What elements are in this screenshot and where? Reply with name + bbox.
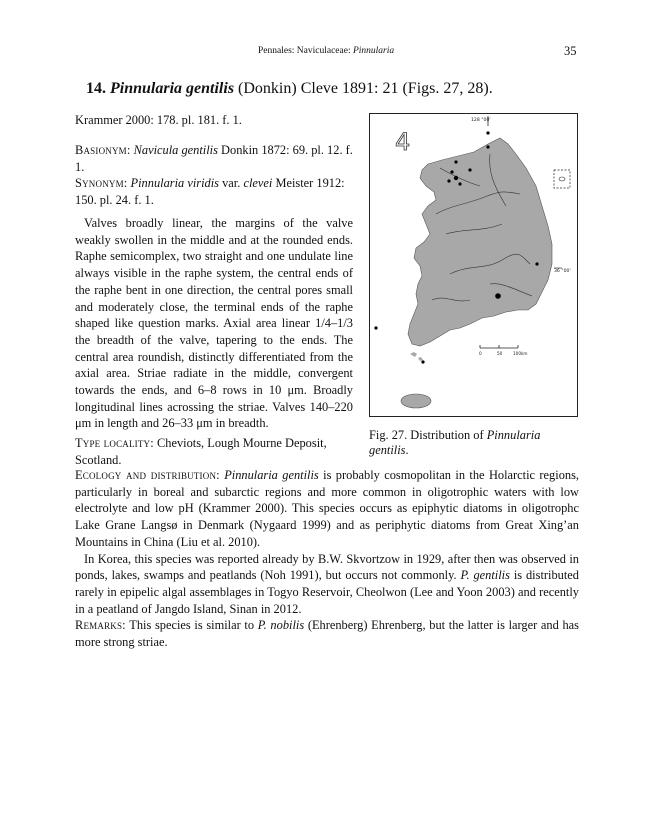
ecology-paragraph <box>75 467 579 551</box>
synonym-label: Synonym: <box>75 176 128 191</box>
type-locality <box>75 435 353 468</box>
korea-map-svg <box>370 114 576 415</box>
type-locality-text: Cheviots, Lough Mourne Deposit, Scotland. <box>75 436 327 467</box>
caption-suffix: . <box>405 443 409 457</box>
korea-mainland <box>408 138 552 346</box>
scale-bar <box>479 345 528 356</box>
synonym-name: Pinnularia viridis <box>130 176 220 191</box>
basionym-label: Basionym: <box>75 143 131 157</box>
ecology-section <box>75 467 579 651</box>
nomenclature-block <box>75 142 353 209</box>
synonym-citation: Meister 1912: 150. pl. 24. f. 1. <box>75 176 345 208</box>
korea-text-1: In Korea, this species was reported already by B.W. Skvortzow in 1929, after then was observed in ponds, lakes, swamps and peatlands (Noh 1991), but occurs not commonly. <box>75 551 579 583</box>
reference-line: Krammer 2000: 178. pl. 181. f. 1. <box>75 113 242 127</box>
distribution-map <box>369 113 578 417</box>
synonym-entry <box>75 175 353 208</box>
ulleung-inset-box <box>554 170 570 188</box>
west-islands <box>410 352 423 361</box>
remarks-post: (Ehrenberg) Ehrenberg, but the latter is larger and has more strong striae. <box>75 618 579 650</box>
figure-caption <box>369 428 581 458</box>
scale-label-100km: 100km <box>513 351 528 356</box>
basionym-name: Navicula gentilis <box>133 143 218 157</box>
running-head-text <box>258 46 394 56</box>
type-locality-label: Type locality: <box>75 436 154 450</box>
remarks-species: P. nobilis <box>257 618 305 633</box>
caption-prefix: Fig. 27. Distribution of <box>369 428 487 442</box>
handwritten-mark: 4 <box>395 128 411 156</box>
jeju-island <box>401 394 431 408</box>
species-name: Pinnularia gentilis <box>110 80 235 97</box>
page-number: 35 <box>564 44 577 58</box>
korea-species: P. gentilis <box>460 568 510 583</box>
ulleung-island <box>559 177 565 181</box>
ecology-text: is probably cosmopolitan in the Holarctic regions, particularly in boreal and subarctic regions and more common in oligotrophic waters with low electrolyte and low pH (Krammer 2000). This species occurs as epiphytic diatoms in oligotrophc Lake Grane Langsø in Denmark (Nygaard 1999) and as periphytic diatoms from Great Xing’an Mountains in China (Liu et al. 2010). <box>75 468 580 549</box>
species-authority: (Donkin) Cleve 1891: 21 (Figs. 27, 28). <box>234 80 493 97</box>
ecology-species: Pinnularia gentilis <box>224 468 319 482</box>
longitude-label: 128 °00' <box>471 118 491 123</box>
scale-label-0: 0 <box>479 351 482 356</box>
species-number: 14. <box>86 80 106 97</box>
ecology-label: Ecology and distribution: <box>75 468 220 482</box>
latitude-label: 36 °00' <box>554 269 571 274</box>
caption-species: Pinnularia gentilis <box>369 428 541 457</box>
running-head-genus: Pinnularia <box>352 46 395 56</box>
synonym-variety: clevei <box>243 176 273 191</box>
running-head-prefix: Pennales: Naviculaceae: <box>258 46 353 56</box>
remarks-paragraph <box>75 617 579 650</box>
korea-text-2: is distributed rarely in epipelic algal assemblages in Togyo Reservoir, Cheolwon (Lee and Yoon 2003) and recently in a peatland of Jangdo Island, Sinan in 2012. <box>75 568 579 616</box>
running-head <box>0 44 652 60</box>
remarks-label: Remarks: <box>75 618 126 633</box>
species-title <box>86 80 493 98</box>
basionym-entry <box>75 142 353 175</box>
scale-label-50: 50 <box>497 351 503 356</box>
synonym-mid: var. <box>219 176 244 191</box>
korea-paragraph <box>75 551 579 618</box>
description-block <box>75 215 353 432</box>
basionym-citation: Donkin 1872: 69. pl. 12. f. 1. <box>75 143 353 174</box>
description-paragraph: Valves broadly linear, the margins of the valve weakly swollen in the middle and at the rounded ends. Raphe semicomplex, two straight and one undulate line always visible in the raphe system, the central ends of the raphe bent in one direction, the central pores small and moderately close, the terminal ends of the raphe shaped like question marks. Axial area linear 1/4–1/3 the breadth of the valve, tapering to the ends. The central area roundish, distinctly differentiated from the axial area. Striae radiate in the middle, convergent towards the ends, and 6–8 rows in 10 μm. Broadly longitudinal lines acrossing the striae. Valves 140–220 μm in length and 26–33 μm in breadth. <box>75 216 353 431</box>
remarks-pre: This species is similar to <box>125 618 258 633</box>
